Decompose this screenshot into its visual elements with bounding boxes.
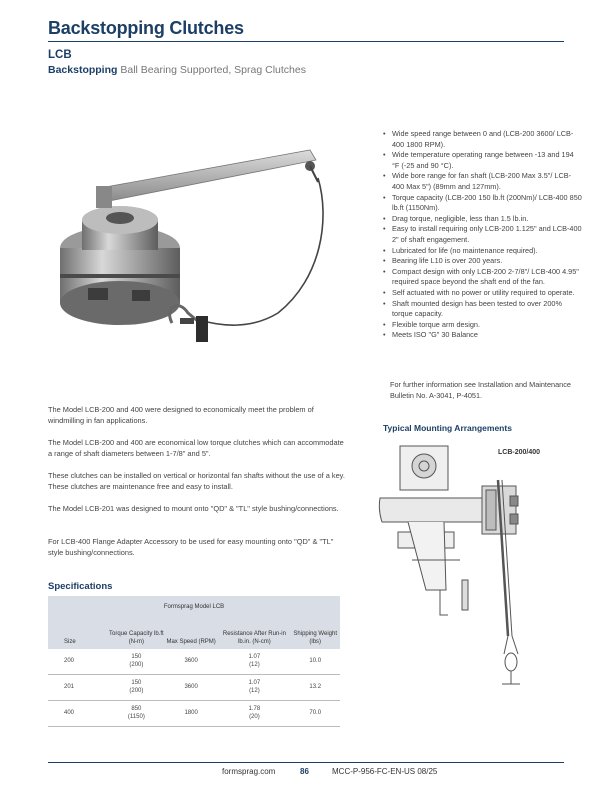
cell-speed: 3600 [164,675,219,701]
cell-resistance [218,701,290,727]
description-paragraph: The Model LCB-200 and 400 were designed to economically meet the problem of windmilling in fan applications. [48,405,314,425]
resistance-ncm: (20) [249,713,260,720]
mounting-label: LCB-200/400 [498,449,541,456]
footer-divider [48,762,564,763]
cell-torque [109,701,164,727]
resistance-lbin: 1.07 [248,680,261,686]
feature-item: • Compact design with only LCB-200 2-7/8"/ LCB-400 4.95" required space beyond the shaft end of the fan. [383,267,583,288]
table-row [48,649,340,675]
specifications-table [48,596,340,727]
table-row [48,701,340,727]
feature-item: • Meets ISO "G" 30 Balance [383,330,583,341]
feature-item: • Lubricated for life (no maintenance required). [383,246,583,257]
description-paragraph: These clutches can be installed on vertical or horizontal fan shafts without the use of a key. These clutches are maintenance free and easy to install. [48,471,345,491]
feature-item: • Bearing life L10 is over 200 years. [383,256,583,267]
cell-size: 400 [48,701,109,727]
column-header: Torque Capacity lb.ft (N-m) [109,618,164,649]
feature-item: • Shaft mounted design has been tested to over 200% torque capacity. [383,299,583,320]
cell-resistance [218,675,290,701]
page-number: 86 [300,767,309,776]
footer-website[interactable]: formsprag.com [222,767,276,776]
column-header: Shipping Weight (lbs) [290,618,340,649]
table-row [48,675,340,701]
feature-item: • Wide speed range between 0 and (LCB-200 3600/ LCB-400 1800 RPM). [383,129,583,150]
feature-item: • Wide bore range for fan shaft (LCB-200 Max 3.5"/ LCB-400 Max 5") (89mm and 127mm). [383,171,583,192]
feature-item: • Drag torque, negligible, less than 1.5 lb.in. [383,214,583,225]
cell-speed: 1800 [164,701,219,727]
table-group-header: Formsprag Model LCB [48,596,340,618]
feature-list [383,129,583,341]
cell-weight: 10.0 [290,649,340,675]
torque-lbft: 150 [131,654,142,660]
description-paragraph: The Model LCB-201 was designed to mount onto "QD" & "TL" style bushing/connections. [48,504,339,513]
feature-item: • Self actuated with no power or utility required to operate. [383,288,583,299]
mounting-drawing [378,440,564,700]
page-subtitle [48,64,306,76]
title-divider [48,41,564,42]
cell-size: 201 [48,675,109,701]
cell-size: 200 [48,649,109,675]
description-paragraph: The Model LCB-200 and 400 are economical low torque clutches which can accommodate a range of shaft diameters between 1-7/8" and 5". [48,438,344,458]
torque-nm: (200) [129,661,144,668]
mounting-title: Typical Mounting Arrangements [383,423,512,433]
subtitle-rest: Ball Bearing Supported, Sprag Clutches [117,64,306,76]
feature-item: • Wide temperature operating range between -13 and 194 °F (-25 and 90 °C). [383,150,583,171]
cell-weight: 70.0 [290,701,340,727]
column-header: Size [48,618,109,649]
cell-weight: 13.2 [290,675,340,701]
torque-lbft: 850 [131,706,142,712]
model-name: LCB [48,49,72,61]
feature-item: • Torque capacity (LCB-200 150 lb.ft (200Nm)/ LCB-400 850 lb.ft (1150Nm). [383,193,583,214]
feature-item: • Easy to install requiring only LCB-200 1.125" and LCB-400 2" of shaft engagement. [383,224,583,245]
cell-resistance [218,649,290,675]
document-code: MCC-P-956-FC-EN-US 08/25 [332,767,438,776]
resistance-ncm: (12) [249,661,260,668]
product-photo [60,148,350,358]
resistance-ncm: (12) [249,687,260,694]
feature-item: • Flexible torque arm design. [383,320,583,331]
cell-speed: 3600 [164,649,219,675]
torque-lbft: 150 [131,680,142,686]
page-title: Backstopping Clutches [48,18,244,38]
column-header: Max Speed (RPM) [164,618,219,649]
cell-torque [109,649,164,675]
further-info: For further information see Installation and Maintenance Bulletin No. A-3041, P-4051. [390,380,571,400]
torque-nm: (200) [129,687,144,694]
column-header: Resistance After Run-in lb.in. (N-cm) [218,618,290,649]
cell-torque [109,675,164,701]
description-paragraph: For LCB-400 Flange Adapter Accessory to be used for easy mounting onto "QD" & "TL" style bushing/connections. [48,537,334,557]
resistance-lbin: 1.07 [248,654,261,660]
torque-nm: (1150) [127,713,145,720]
specifications-title: Specifications [48,581,113,592]
subtitle-lead: Backstopping [48,64,118,76]
resistance-lbin: 1.78 [248,706,261,712]
